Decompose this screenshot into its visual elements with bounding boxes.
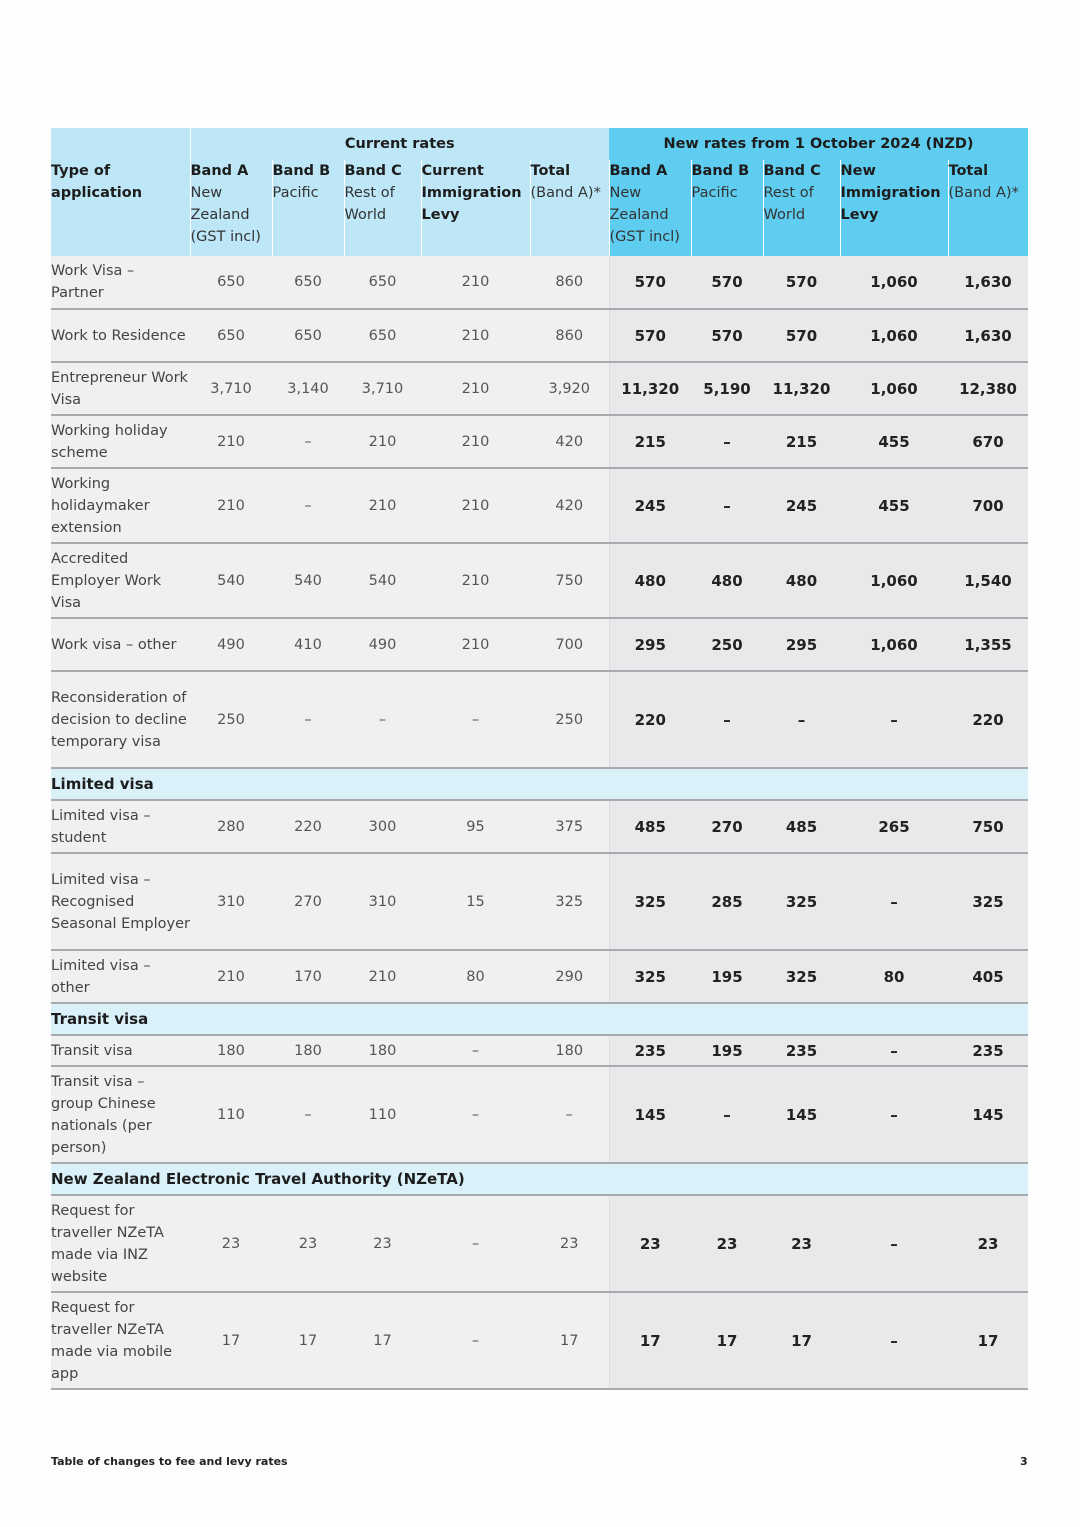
table-row bbox=[51, 1292, 1028, 1389]
column-header bbox=[344, 160, 421, 256]
column-header bbox=[948, 160, 1028, 256]
table-row bbox=[51, 256, 1028, 309]
current-rate-cell: 290 bbox=[530, 950, 609, 1003]
new-rate-cell: 1,630 bbox=[948, 256, 1028, 309]
current-rates-heading: Current rates bbox=[190, 128, 609, 160]
current-rate-cell: 23 bbox=[344, 1195, 421, 1292]
current-rate-cell: 300 bbox=[344, 800, 421, 853]
current-rate-cell: 540 bbox=[190, 543, 272, 618]
application-type-cell: Request for traveller NZeTA made via INZ website bbox=[51, 1195, 190, 1292]
new-rate-cell: 11,320 bbox=[763, 362, 840, 415]
new-rate-cell: 195 bbox=[691, 950, 763, 1003]
new-rate-cell: 1,540 bbox=[948, 543, 1028, 618]
new-rate-cell: – bbox=[840, 1195, 948, 1292]
new-rate-cell: 325 bbox=[609, 950, 691, 1003]
table-row bbox=[51, 362, 1028, 415]
column-header-row bbox=[51, 160, 1028, 256]
current-rate-cell: 110 bbox=[344, 1066, 421, 1163]
new-rate-cell: 5,190 bbox=[691, 362, 763, 415]
current-rate-cell: – bbox=[421, 671, 530, 768]
section-row bbox=[51, 1003, 1028, 1035]
column-header-subtitle: Pacific bbox=[691, 185, 738, 201]
new-rate-cell: 325 bbox=[609, 853, 691, 950]
application-type-cell: Work to Residence bbox=[51, 309, 190, 362]
new-rate-cell: 485 bbox=[763, 800, 840, 853]
current-rate-cell: 3,920 bbox=[530, 362, 609, 415]
column-header-title: Total bbox=[530, 163, 571, 179]
new-rate-cell: 265 bbox=[840, 800, 948, 853]
current-rate-cell: 3,710 bbox=[190, 362, 272, 415]
column-header bbox=[691, 160, 763, 256]
new-rate-cell: 145 bbox=[948, 1066, 1028, 1163]
column-header-subtitle: New Zealand (GST incl) bbox=[190, 185, 261, 245]
current-rate-cell: 860 bbox=[530, 309, 609, 362]
new-rate-cell: 220 bbox=[609, 671, 691, 768]
new-rate-cell: 17 bbox=[691, 1292, 763, 1389]
table-row bbox=[51, 800, 1028, 853]
new-rate-cell: 285 bbox=[691, 853, 763, 950]
column-header-subtitle: Rest of World bbox=[763, 185, 814, 223]
application-type-cell: Reconsideration of decision to decline temporary visa bbox=[51, 671, 190, 768]
column-header bbox=[421, 160, 530, 256]
current-rate-cell: 17 bbox=[190, 1292, 272, 1389]
column-header bbox=[51, 160, 190, 256]
new-rate-cell: – bbox=[691, 671, 763, 768]
current-rate-cell: 170 bbox=[272, 950, 344, 1003]
application-type-cell: Work visa – other bbox=[51, 618, 190, 671]
column-header-title: Total bbox=[948, 163, 989, 179]
new-rate-cell: 1,630 bbox=[948, 309, 1028, 362]
table-row bbox=[51, 1195, 1028, 1292]
column-header-title: Band B bbox=[272, 163, 331, 179]
new-rate-cell: 23 bbox=[609, 1195, 691, 1292]
table-row bbox=[51, 853, 1028, 950]
section-heading: Limited visa bbox=[51, 768, 1028, 800]
section-heading: New Zealand Electronic Travel Authority (NZeTA) bbox=[51, 1163, 1028, 1195]
table-row bbox=[51, 309, 1028, 362]
current-rate-cell: 375 bbox=[530, 800, 609, 853]
current-rate-cell: 650 bbox=[272, 256, 344, 309]
current-rate-cell: 420 bbox=[530, 415, 609, 468]
new-rate-cell: 455 bbox=[840, 468, 948, 543]
application-type-cell: Limited visa – other bbox=[51, 950, 190, 1003]
current-rate-cell: 23 bbox=[530, 1195, 609, 1292]
current-rate-cell: 210 bbox=[190, 468, 272, 543]
table-row bbox=[51, 1066, 1028, 1163]
current-rate-cell: 210 bbox=[344, 468, 421, 543]
table-row bbox=[51, 415, 1028, 468]
application-type-cell: Working holidaymaker extension bbox=[51, 468, 190, 543]
application-type-cell: Working holiday scheme bbox=[51, 415, 190, 468]
column-header bbox=[609, 160, 691, 256]
column-header bbox=[190, 160, 272, 256]
current-rate-cell: 210 bbox=[421, 415, 530, 468]
section-heading: Transit visa bbox=[51, 1003, 1028, 1035]
new-rate-cell: 215 bbox=[609, 415, 691, 468]
new-rate-cell: 670 bbox=[948, 415, 1028, 468]
table-row bbox=[51, 543, 1028, 618]
page-number: 3 bbox=[1020, 1455, 1028, 1468]
new-rate-cell: 235 bbox=[763, 1035, 840, 1066]
new-rate-cell: 1,060 bbox=[840, 256, 948, 309]
column-header-title: Band C bbox=[763, 163, 821, 179]
current-rate-cell: 80 bbox=[421, 950, 530, 1003]
current-rate-cell: 410 bbox=[272, 618, 344, 671]
table-body bbox=[51, 256, 1028, 1389]
current-rate-cell: 210 bbox=[421, 468, 530, 543]
column-header-subtitle: Pacific bbox=[272, 185, 319, 201]
application-type-cell: Entrepreneur Work Visa bbox=[51, 362, 190, 415]
column-header bbox=[840, 160, 948, 256]
new-rate-cell: 485 bbox=[609, 800, 691, 853]
new-rate-cell: 1,060 bbox=[840, 618, 948, 671]
new-rate-cell: 325 bbox=[948, 853, 1028, 950]
current-rate-cell: 250 bbox=[190, 671, 272, 768]
current-rate-cell: 3,710 bbox=[344, 362, 421, 415]
column-header-title: Band A bbox=[190, 163, 249, 179]
new-rate-cell: 570 bbox=[691, 256, 763, 309]
column-header-subtitle: (Band A)* bbox=[948, 185, 1019, 201]
new-rate-cell: 1,060 bbox=[840, 309, 948, 362]
table-row bbox=[51, 468, 1028, 543]
new-rate-cell: 570 bbox=[691, 309, 763, 362]
current-rate-cell: – bbox=[530, 1066, 609, 1163]
new-rate-cell: 235 bbox=[948, 1035, 1028, 1066]
current-rate-cell: 270 bbox=[272, 853, 344, 950]
new-rate-cell: – bbox=[763, 671, 840, 768]
current-rate-cell: 325 bbox=[530, 853, 609, 950]
new-rate-cell: 23 bbox=[691, 1195, 763, 1292]
new-rate-cell: 220 bbox=[948, 671, 1028, 768]
current-rate-cell: 420 bbox=[530, 468, 609, 543]
current-rate-cell: 23 bbox=[272, 1195, 344, 1292]
new-rate-cell: 270 bbox=[691, 800, 763, 853]
new-rate-cell: 405 bbox=[948, 950, 1028, 1003]
current-rate-cell: 180 bbox=[344, 1035, 421, 1066]
column-header-title: New Immigration Levy bbox=[840, 163, 941, 223]
new-rate-cell: – bbox=[840, 1066, 948, 1163]
column-header-title: Current Immigration Levy bbox=[421, 163, 522, 223]
current-rate-cell: 210 bbox=[344, 950, 421, 1003]
application-type-cell: Accredited Employer Work Visa bbox=[51, 543, 190, 618]
new-rate-cell: – bbox=[840, 671, 948, 768]
column-header-subtitle: Rest of World bbox=[344, 185, 395, 223]
current-rate-cell: 250 bbox=[530, 671, 609, 768]
current-rate-cell: 210 bbox=[421, 362, 530, 415]
current-rate-cell: 750 bbox=[530, 543, 609, 618]
application-type-cell: Work Visa – Partner bbox=[51, 256, 190, 309]
application-type-cell: Limited visa – student bbox=[51, 800, 190, 853]
footer-title: Table of changes to fee and levy rates bbox=[51, 1455, 288, 1468]
current-rate-cell: 650 bbox=[344, 309, 421, 362]
current-rate-cell: – bbox=[272, 415, 344, 468]
current-rate-cell: 280 bbox=[190, 800, 272, 853]
new-rate-cell: 325 bbox=[763, 950, 840, 1003]
new-rate-cell: 480 bbox=[763, 543, 840, 618]
current-rate-cell: 110 bbox=[190, 1066, 272, 1163]
new-rate-cell: 17 bbox=[763, 1292, 840, 1389]
column-header-title: Band C bbox=[344, 163, 402, 179]
new-rate-cell: – bbox=[691, 415, 763, 468]
new-rate-cell: 23 bbox=[763, 1195, 840, 1292]
current-rate-cell: 540 bbox=[344, 543, 421, 618]
column-header-title: Band B bbox=[691, 163, 750, 179]
section-row bbox=[51, 1163, 1028, 1195]
new-rate-cell: – bbox=[840, 1292, 948, 1389]
new-rate-cell: 23 bbox=[948, 1195, 1028, 1292]
new-rate-cell: 570 bbox=[763, 309, 840, 362]
new-rate-cell: 80 bbox=[840, 950, 948, 1003]
new-rates-heading: New rates from 1 October 2024 (NZD) bbox=[609, 128, 1028, 160]
current-rate-cell: 490 bbox=[190, 618, 272, 671]
new-rate-cell: 17 bbox=[948, 1292, 1028, 1389]
application-type-cell: Limited visa – Recognised Seasonal Employer bbox=[51, 853, 190, 950]
new-rate-cell: 570 bbox=[609, 309, 691, 362]
current-rate-cell: 210 bbox=[190, 950, 272, 1003]
current-rate-cell: 17 bbox=[530, 1292, 609, 1389]
current-rate-cell: 860 bbox=[530, 256, 609, 309]
current-rate-cell: 17 bbox=[272, 1292, 344, 1389]
current-rate-cell: 210 bbox=[421, 309, 530, 362]
current-rate-cell: 210 bbox=[190, 415, 272, 468]
current-rate-cell: 650 bbox=[272, 309, 344, 362]
application-type-cell: Transit visa – group Chinese nationals (per person) bbox=[51, 1066, 190, 1163]
column-header-title: Band A bbox=[609, 163, 668, 179]
new-rate-cell: 700 bbox=[948, 468, 1028, 543]
new-rate-cell: 235 bbox=[609, 1035, 691, 1066]
current-rate-cell: 17 bbox=[344, 1292, 421, 1389]
current-rate-cell: 310 bbox=[344, 853, 421, 950]
current-rate-cell: – bbox=[344, 671, 421, 768]
new-rate-cell: – bbox=[840, 853, 948, 950]
new-rate-cell: 12,380 bbox=[948, 362, 1028, 415]
current-rate-cell: 3,140 bbox=[272, 362, 344, 415]
table-row bbox=[51, 618, 1028, 671]
current-rate-cell: 310 bbox=[190, 853, 272, 950]
current-rate-cell: 220 bbox=[272, 800, 344, 853]
header-spacer bbox=[51, 128, 190, 160]
new-rate-cell: 1,060 bbox=[840, 543, 948, 618]
new-rate-cell: – bbox=[840, 1035, 948, 1066]
new-rate-cell: 1,060 bbox=[840, 362, 948, 415]
new-rate-cell: 250 bbox=[691, 618, 763, 671]
new-rate-cell: 1,355 bbox=[948, 618, 1028, 671]
column-header-subtitle: (Band A)* bbox=[530, 185, 601, 201]
new-rate-cell: – bbox=[691, 468, 763, 543]
new-rate-cell: 480 bbox=[691, 543, 763, 618]
new-rate-cell: 145 bbox=[609, 1066, 691, 1163]
new-rate-cell: 11,320 bbox=[609, 362, 691, 415]
column-header bbox=[763, 160, 840, 256]
new-rate-cell: 570 bbox=[609, 256, 691, 309]
new-rate-cell: 145 bbox=[763, 1066, 840, 1163]
current-rate-cell: 23 bbox=[190, 1195, 272, 1292]
new-rate-cell: 455 bbox=[840, 415, 948, 468]
current-rate-cell: 210 bbox=[421, 618, 530, 671]
current-rate-cell: 210 bbox=[421, 543, 530, 618]
table-row bbox=[51, 671, 1028, 768]
current-rate-cell: 210 bbox=[344, 415, 421, 468]
current-rate-cell: 650 bbox=[344, 256, 421, 309]
application-type-cell: Transit visa bbox=[51, 1035, 190, 1066]
table-row bbox=[51, 1035, 1028, 1066]
current-rate-cell: 180 bbox=[530, 1035, 609, 1066]
current-rate-cell: 95 bbox=[421, 800, 530, 853]
table-row bbox=[51, 950, 1028, 1003]
current-rate-cell: 650 bbox=[190, 256, 272, 309]
current-rate-cell: – bbox=[421, 1195, 530, 1292]
new-rate-cell: – bbox=[691, 1066, 763, 1163]
current-rate-cell: – bbox=[272, 671, 344, 768]
new-rate-cell: 245 bbox=[763, 468, 840, 543]
new-rate-cell: 195 bbox=[691, 1035, 763, 1066]
new-rate-cell: 325 bbox=[763, 853, 840, 950]
fee-rates-table bbox=[51, 128, 1028, 1390]
current-rate-cell: – bbox=[421, 1035, 530, 1066]
column-header bbox=[530, 160, 609, 256]
new-rate-cell: 750 bbox=[948, 800, 1028, 853]
current-rate-cell: 15 bbox=[421, 853, 530, 950]
section-row bbox=[51, 768, 1028, 800]
current-rate-cell: 180 bbox=[272, 1035, 344, 1066]
application-type-cell: Request for traveller NZeTA made via mobile app bbox=[51, 1292, 190, 1389]
current-rate-cell: 700 bbox=[530, 618, 609, 671]
new-rate-cell: 17 bbox=[609, 1292, 691, 1389]
current-rate-cell: – bbox=[272, 1066, 344, 1163]
current-rate-cell: – bbox=[421, 1066, 530, 1163]
column-header-subtitle: New Zealand (GST incl) bbox=[609, 185, 680, 245]
column-header bbox=[272, 160, 344, 256]
new-rate-cell: 295 bbox=[763, 618, 840, 671]
current-rate-cell: 210 bbox=[421, 256, 530, 309]
current-rate-cell: – bbox=[272, 468, 344, 543]
new-rate-cell: 245 bbox=[609, 468, 691, 543]
column-header-title: Type of application bbox=[51, 163, 143, 201]
new-rate-cell: 570 bbox=[763, 256, 840, 309]
current-rate-cell: 540 bbox=[272, 543, 344, 618]
current-rate-cell: – bbox=[421, 1292, 530, 1389]
new-rate-cell: 215 bbox=[763, 415, 840, 468]
new-rate-cell: 295 bbox=[609, 618, 691, 671]
current-rate-cell: 180 bbox=[190, 1035, 272, 1066]
new-rate-cell: 480 bbox=[609, 543, 691, 618]
current-rate-cell: 490 bbox=[344, 618, 421, 671]
current-rate-cell: 650 bbox=[190, 309, 272, 362]
